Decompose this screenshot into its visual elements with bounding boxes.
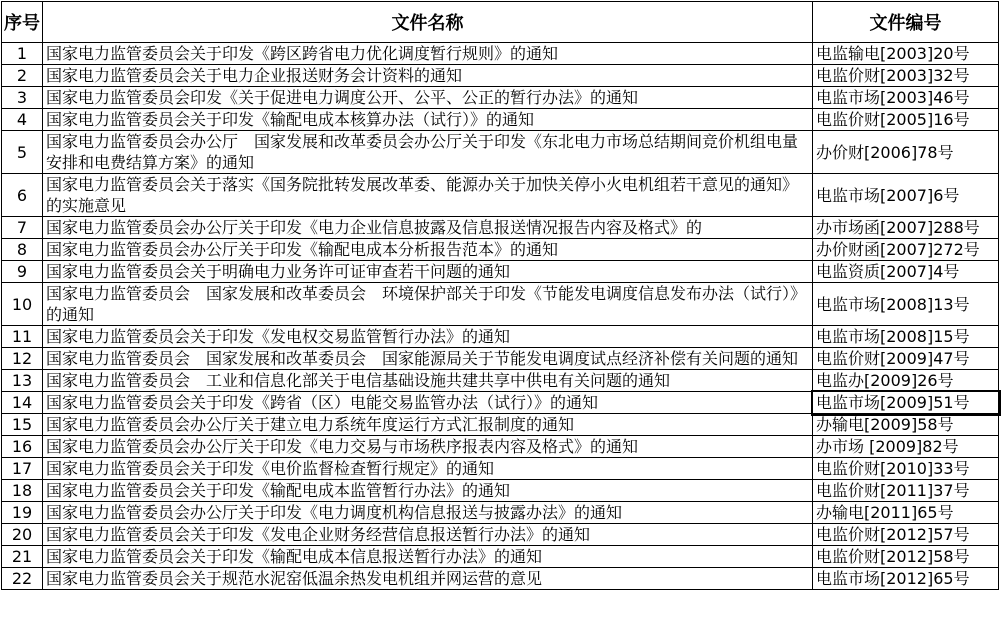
cell-file-code[interactable]: 电监输电[2003]20号 <box>813 43 999 65</box>
cell-file-code[interactable]: 电监价财[2005]16号 <box>813 109 999 131</box>
cell-file-name[interactable]: 国家电力监管委员会办公厅关于印发《电力交易与市场秩序报表内容及格式》的通知 <box>43 436 813 458</box>
table-row <box>2 370 999 392</box>
table-row <box>2 480 999 502</box>
header-file-code[interactable]: 文件编号 <box>813 2 999 43</box>
cell-serial-number[interactable]: 8 <box>2 239 43 261</box>
cell-serial-number[interactable]: 16 <box>2 436 43 458</box>
table-row <box>2 546 999 568</box>
cell-file-code[interactable]: 电监市场[2012]65号 <box>813 568 999 590</box>
cell-file-code[interactable]: 电监市场[2003]46号 <box>813 87 999 109</box>
cell-file-code[interactable]: 电监价财[2003]32号 <box>813 65 999 87</box>
cell-serial-number[interactable]: 15 <box>2 414 43 436</box>
header-serial-number[interactable]: 序号 <box>2 2 43 43</box>
table-row <box>2 458 999 480</box>
table-row <box>2 502 999 524</box>
cell-file-name[interactable]: 国家电力监管委员会关于印发《跨省（区）电能交易监管办法（试行）》的通知 <box>43 392 813 414</box>
table-row <box>2 568 999 590</box>
table-row <box>2 348 999 370</box>
cell-serial-number[interactable]: 12 <box>2 348 43 370</box>
cell-serial-number[interactable]: 9 <box>2 261 43 283</box>
cell-serial-number[interactable]: 21 <box>2 546 43 568</box>
cell-serial-number[interactable]: 4 <box>2 109 43 131</box>
table-row <box>2 131 999 174</box>
cell-serial-number[interactable]: 3 <box>2 87 43 109</box>
cell-file-name[interactable]: 国家电力监管委员会 国家发展和改革委员会 环境保护部关于印发《节能发电调度信息发布办法（试行）》的通知 <box>43 283 813 326</box>
cell-serial-number[interactable]: 13 <box>2 370 43 392</box>
table-body <box>2 43 999 590</box>
cell-file-name[interactable]: 国家电力监管委员会关于电力企业报送财务会计资料的通知 <box>43 65 813 87</box>
table-row <box>2 43 999 65</box>
cell-file-name[interactable]: 国家电力监管委员会印发《关于促进电力调度公开、公平、公正的暂行办法》的通知 <box>43 87 813 109</box>
cell-serial-number[interactable]: 19 <box>2 502 43 524</box>
table-row <box>2 283 999 326</box>
cell-file-code[interactable]: 办市场函[2007]288号 <box>813 217 999 239</box>
cell-serial-number[interactable]: 17 <box>2 458 43 480</box>
cell-file-code[interactable]: 电监办[2009]26号 <box>813 370 999 392</box>
cell-serial-number[interactable]: 18 <box>2 480 43 502</box>
cell-file-code[interactable]: 电监市场[2007]6号 <box>813 174 999 217</box>
cell-file-name[interactable]: 国家电力监管委员会关于印发《电价监督检查暂行规定》的通知 <box>43 458 813 480</box>
cell-file-name[interactable]: 国家电力监管委员会办公厅 国家发展和改革委员会办公厅关于印发《东北电力市场总结期间竞价机组电量安排和电费结算方案》的通知 <box>43 131 813 174</box>
cell-file-name[interactable]: 国家电力监管委员会关于印发《跨区跨省电力优化调度暂行规则》的通知 <box>43 43 813 65</box>
cell-file-name[interactable]: 国家电力监管委员会办公厅关于建立电力系统年度运行方式汇报制度的通知 <box>43 414 813 436</box>
cell-file-name[interactable]: 国家电力监管委员会关于印发《输配电成本核算办法（试行）》的通知 <box>43 109 813 131</box>
cell-file-name[interactable]: 国家电力监管委员会 工业和信息化部关于电信基础设施共建共享中供电有关问题的通知 <box>43 370 813 392</box>
table-row <box>2 326 999 348</box>
cell-serial-number[interactable]: 1 <box>2 43 43 65</box>
cell-serial-number[interactable]: 5 <box>2 131 43 174</box>
cell-serial-number[interactable]: 10 <box>2 283 43 326</box>
cell-file-name[interactable]: 国家电力监管委员会关于印发《发电企业财务经营信息报送暂行办法》的通知 <box>43 524 813 546</box>
cell-file-code[interactable]: 电监价财[2012]57号 <box>813 524 999 546</box>
cell-file-name[interactable]: 国家电力监管委员会办公厅关于印发《电力调度机构信息报送与披露办法》的通知 <box>43 502 813 524</box>
cell-file-code[interactable]: 电监资质[2007]4号 <box>813 261 999 283</box>
cell-file-code[interactable]: 办价财函[2007]272号 <box>813 239 999 261</box>
table-row <box>2 436 999 458</box>
cell-file-code[interactable]: 电监价财[2010]33号 <box>813 458 999 480</box>
cell-file-code[interactable]: 电监价财[2011]37号 <box>813 480 999 502</box>
cell-serial-number[interactable]: 20 <box>2 524 43 546</box>
cell-file-name[interactable]: 国家电力监管委员会关于明确电力业务许可证审查若干问题的通知 <box>43 261 813 283</box>
table-row <box>2 174 999 217</box>
header-file-name[interactable]: 文件名称 <box>43 2 813 43</box>
cell-file-name[interactable]: 国家电力监管委员会关于印发《发电权交易监管暂行办法》的通知 <box>43 326 813 348</box>
table-row <box>2 414 999 436</box>
cell-serial-number[interactable]: 6 <box>2 174 43 217</box>
table-row <box>2 261 999 283</box>
cell-serial-number[interactable]: 7 <box>2 217 43 239</box>
cell-file-code[interactable]: 电监市场[2008]13号 <box>813 283 999 326</box>
file-list-table <box>1 1 999 590</box>
table-row <box>2 392 999 414</box>
cell-file-code[interactable]: 办价财[2006]78号 <box>813 131 999 174</box>
cell-file-name[interactable]: 国家电力监管委员会办公厅关于印发《输配电成本分析报告范本》的通知 <box>43 239 813 261</box>
cell-file-name[interactable]: 国家电力监管委员会关于印发《输配电成本监管暂行办法》的通知 <box>43 480 813 502</box>
cell-file-name[interactable]: 国家电力监管委员会关于规范水泥窑低温余热发电机组并网运营的意见 <box>43 568 813 590</box>
cell-file-code-selected[interactable]: 电监市场[2009]51号 <box>813 392 999 414</box>
table-row <box>2 65 999 87</box>
table-row <box>2 239 999 261</box>
cell-file-code[interactable]: 电监价财[2012]58号 <box>813 546 999 568</box>
cell-file-code[interactable]: 电监价财[2009]47号 <box>813 348 999 370</box>
cell-file-name[interactable]: 国家电力监管委员会 国家发展和改革委员会 国家能源局关于节能发电调度试点经济补偿有关问题的通知 <box>43 348 813 370</box>
cell-file-code[interactable]: 办输电[2011]65号 <box>813 502 999 524</box>
header-row <box>2 2 999 43</box>
cell-serial-number[interactable]: 14 <box>2 392 43 414</box>
cell-file-code[interactable]: 办输电[2009]58号 <box>813 414 999 436</box>
cell-file-name[interactable]: 国家电力监管委员会关于印发《输配电成本信息报送暂行办法》的通知 <box>43 546 813 568</box>
cell-serial-number[interactable]: 22 <box>2 568 43 590</box>
table-row <box>2 109 999 131</box>
table-row <box>2 217 999 239</box>
table-row <box>2 524 999 546</box>
table-row <box>2 87 999 109</box>
cell-file-code[interactable]: 办市场 [2009]82号 <box>813 436 999 458</box>
cell-serial-number[interactable]: 2 <box>2 65 43 87</box>
cell-file-name[interactable]: 国家电力监管委员会办公厅关于印发《电力企业信息披露及信息报送情况报告内容及格式》的 <box>43 217 813 239</box>
cell-file-code[interactable]: 电监市场[2008]15号 <box>813 326 999 348</box>
cell-file-name[interactable]: 国家电力监管委员会关于落实《国务院批转发展改革委、能源办关于加快关停小火电机组若干意见的通知》的实施意见 <box>43 174 813 217</box>
cell-serial-number[interactable]: 11 <box>2 326 43 348</box>
